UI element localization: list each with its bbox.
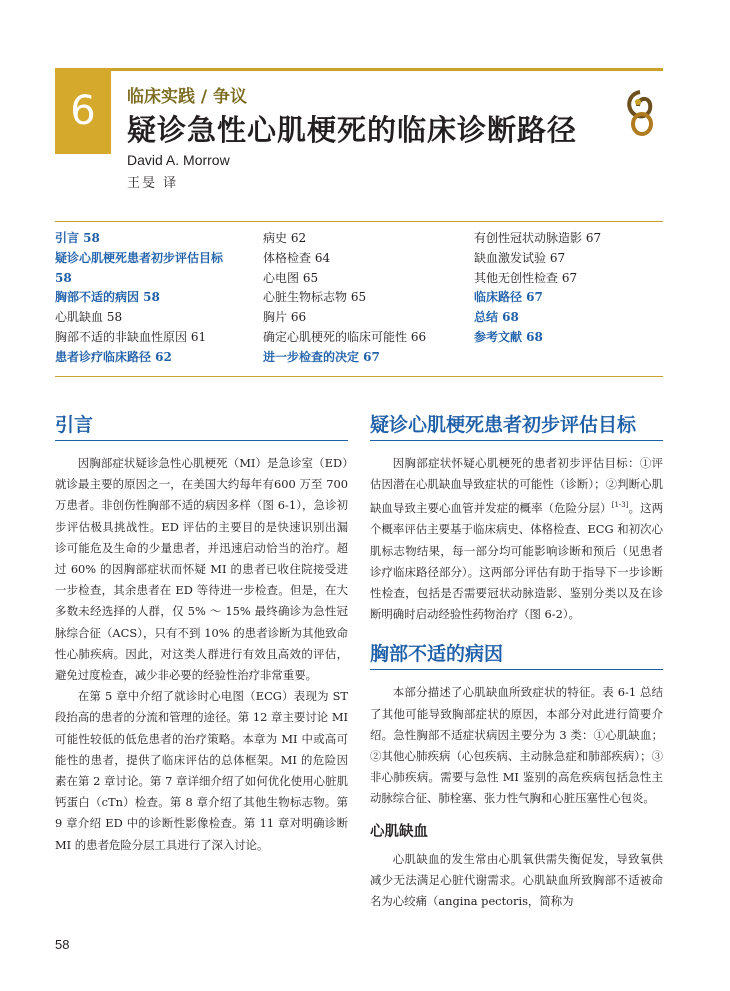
header-rule [55, 68, 663, 71]
toc-top-rule [55, 221, 663, 222]
citation: [1-3] [611, 501, 629, 510]
toc-column-2 [263, 229, 426, 368]
page-number: 58 [55, 937, 70, 952]
toc-entry: 确定心肌梗死的临床可能性 66 [263, 329, 427, 344]
subsection-heading-ischemia: 心肌缺血 [370, 823, 428, 840]
author: David A. Morrow [127, 152, 230, 168]
toc-bottom-rule [55, 376, 663, 377]
chapter-number-box [55, 68, 111, 154]
section-heading-introduction: 引言 [55, 410, 348, 441]
paragraph: 因胸部症状疑诊急性心肌梗死（MI）是急诊室（ED）就诊最主要的原因之一，在美国大约每年有600 万至 700 万患者。非创伤性胸部不适的病因多样（图 6-1），急诊初步评估极具挑战性。ED 评估的主要目的是快速识别出漏诊可能危及生命的少量患者，并迅速启动恰当的治疗。超过 60% 的因胸部症状而怀疑 MI 的患者已收住院接受进一步检查，其余患者在 ED 等待进一步检查。但是，在大多数未经选择的人群，仅 5% ～ 15% 最终确诊为急性冠脉综合征（ACS），只有不到 10% 的患者诊断为其他致命性心肺疾病。因此，对这类人群进行有效且高效的评估，避免过度检查，减少非必要的经验性治疗非常重要。 [55, 456, 348, 683]
toc-entry: 心肌缺血 58 [55, 310, 123, 325]
toc-entry[interactable]: 临床路径 67 [474, 290, 543, 305]
paragraph: 在第 5 章中介绍了就诊时心电图（ECG）表现为 ST 段抬高的患者的分流和管理的途径。第 12 章主要讨论 MI 可能性较低的低危患者的治疗策略。本章为 MI 中或高可能性的患者，提供了临床评估的总体框架。MI 的危险因素在第 2 章讨论。第 7 章详细介绍了如何优化使用心脏肌钙蛋白（cTn）检查。第 8 章介绍了其他生物标志物。第 9 章介绍 ED 中的诊断性影像检查。第 11 章对明确诊断 MI 的患者危险分层工具进行了深入讨论。 [55, 689, 348, 852]
paragraph: 心肌缺血的发生常由心肌氧供需失衡促发，导致氧供减少无法满足心脏代谢需求。心肌缺血所致胸部不适被命名为心绞痛（angina pectoris，简称为 [370, 851, 663, 909]
chapter-number: 6 [70, 88, 96, 134]
toc-entry[interactable]: 进一步检查的决定 67 [263, 349, 380, 364]
toc-entry: 心脏生物标志物 65 [263, 290, 367, 305]
toc-entry: 有创性冠状动脉造影 67 [474, 231, 602, 245]
toc-column-3 [474, 229, 601, 348]
toc-entry[interactable]: 58 [55, 270, 72, 285]
toc-entry: 胸部不适的非缺血性原因 61 [55, 329, 207, 344]
toc-entry[interactable]: 总结 68 [474, 310, 519, 325]
translator: 王旻 译 [127, 176, 179, 191]
toc-entry[interactable]: 引言 58 [55, 231, 100, 245]
section-heading-causes: 胸部不适的病因 [370, 639, 663, 670]
toc-entry: 心电图 65 [263, 270, 319, 285]
toc-entry: 病史 62 [263, 231, 307, 245]
text-run: 。这两个概率评估主要基于临床病史、体格检查、ECG 和初次心肌标志物结果，每一部分均可能影响诊断和预后（见患者诊疗临床路径部分）。这两部分评估有助于指导下一步诊断性检查，包括是否需要冠状动脉造影、鉴别分类以及在诊断明确时启动经验性药物治疗（图 6-2）。 [370, 501, 663, 622]
section-heading-goals: 疑诊心肌梗死患者初步评估目标 [370, 410, 663, 441]
text-run: 因胸部症状怀疑心肌梗死的患者初步评估目标：①评估因潜在心肌缺血导致症状的可能性（诊断）；②判断心肌缺血导致主要心血管并发症的概率（危险分层） [370, 456, 663, 516]
toc-entry[interactable]: 胸部不适的病因 58 [55, 290, 160, 305]
toc-entry: 其他无创性检查 67 [474, 270, 578, 285]
toc-entry[interactable]: 患者诊疗临床路径 62 [55, 349, 172, 364]
toc-entry: 缺血激发试验 67 [474, 250, 566, 265]
toc-entry[interactable]: 参考文献 68 [474, 329, 543, 344]
right-column [370, 410, 663, 912]
chapter-title: 疑诊急性心肌梗死的临床诊断路径 [127, 113, 578, 147]
toc-entry: 胸片 66 [263, 310, 307, 325]
toc-entry: 体格检查 64 [263, 250, 331, 265]
paragraph [370, 453, 663, 625]
toc-entry[interactable]: 疑诊心肌梗死患者初步评估目标 [55, 250, 224, 265]
toc-column-1 [55, 229, 223, 368]
chapter-kicker: 临床实践 / 争议 [127, 87, 248, 107]
paragraph: 本部分描述了心肌缺血所致症状的特征。表 6-1 总结了其他可能导致胸部症状的原因，本部分对此进行简要介绍。急性胸部不适症状病因主要分为 3 类：①心肌缺血；②其他心肺疾病（心包疾病、主动脉急症和肺部疾病）；③非心肺疾病。需要与急性 MI 鉴别的高危疾病包括急性主动脉综合征、肺栓塞、张力性气胸和心脏压塞性心包炎。 [370, 685, 663, 806]
left-column [55, 410, 348, 856]
stethoscope-logo-icon [618, 88, 662, 138]
